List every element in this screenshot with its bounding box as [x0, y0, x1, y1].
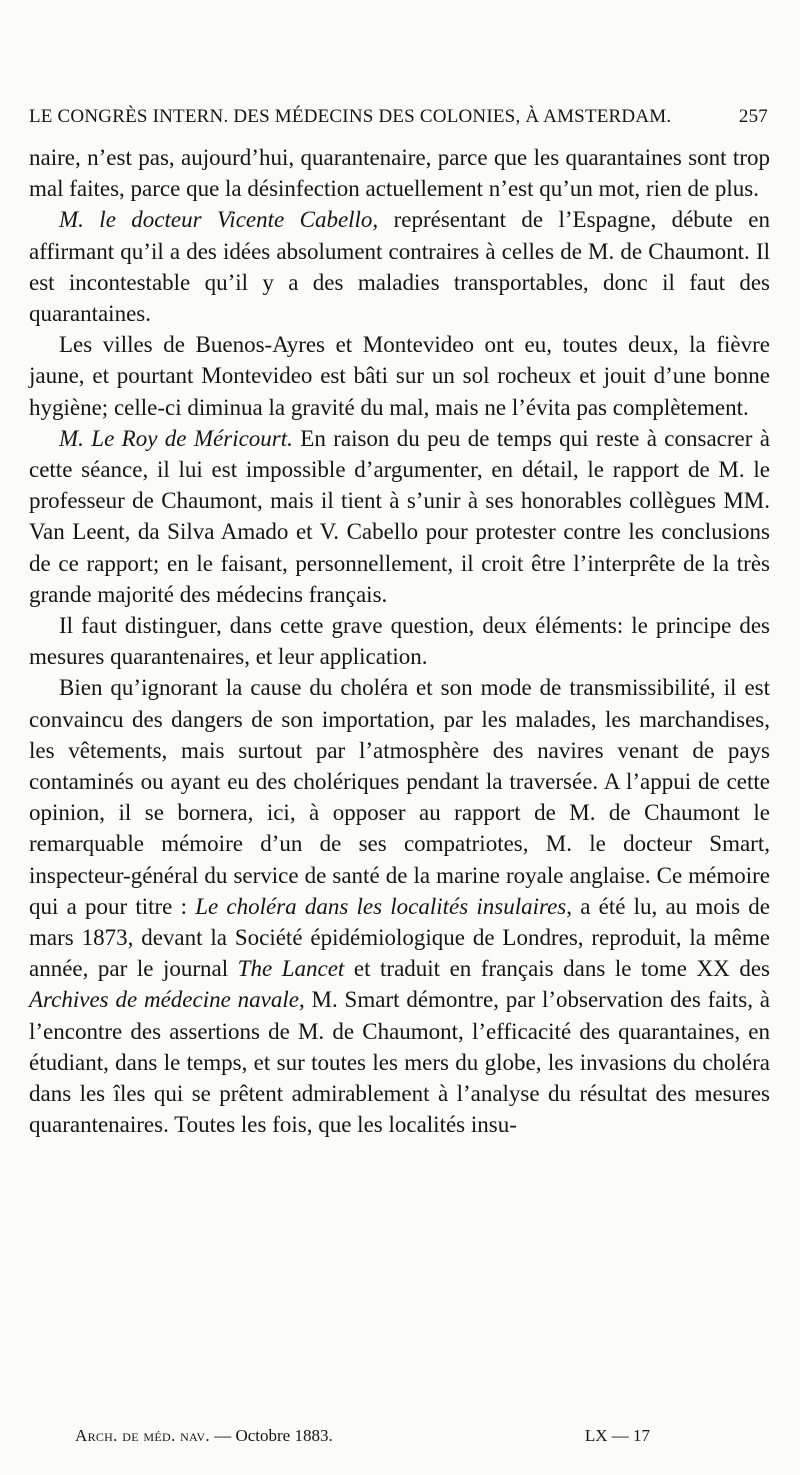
paragraph-text: , M. Smart démontre, par l’observation des faits, à l’encontre des assertions de M. de Chaumont, l’efficacité des quarantaines, en étudiant, dans le temps, et sur toutes les mers du globe, les invasions du choléra dans les îles qui se prêtent admirablement à l’analyse du résultat des mesures quarantenaires. Toutes les fois, que les localités insu-	[29, 987, 771, 1138]
paragraph-text: représentant de l’Espagne, débute en affirmant qu’il a des idées absolument contraires à celles de M. de Chaumont. Il est incontestable qu’il y a des maladies transportables, donc il faut des quarantaines.	[29, 207, 770, 327]
cited-journal: Archives de médecine navale	[29, 987, 299, 1013]
page-footer	[75, 1426, 650, 1446]
running-title: LE CONGRÈS INTERN. DES MÉDECINS DES COLONIES, À AMSTERDAM.	[29, 106, 672, 127]
paragraph-distinguer: Il faut distinguer, dans cette grave question, deux éléments: le principe des mesures quarantenaires, et leur application.	[29, 613, 770, 670]
paragraph-le-roy	[29, 423, 770, 610]
footer-journal: Arch. de méd. nav.	[75, 1426, 210, 1445]
cited-journal: The Lancet	[237, 956, 345, 982]
speaker-name: M. Le Roy de Méricourt.	[59, 425, 293, 451]
paragraph-buenos-ayres: Les villes de Buenos-Ayres et Montevideo ont eu, toutes deux, la fièvre jaune, et pourtant Montevideo est bâti sur un sol rocheux et jouit d’une bonne hygiène; celle-ci diminua la gravité du mal, mais ne l’évita pas complètement.	[29, 332, 770, 420]
paragraph-smart	[29, 672, 770, 1140]
footer-citation	[75, 1426, 333, 1446]
speaker-name: M. le docteur Vicente Cabello,	[59, 207, 379, 233]
page-header	[29, 106, 768, 128]
page-number: 257	[738, 106, 768, 127]
footer-signature: LX — 17	[584, 1426, 650, 1445]
body-text	[29, 142, 770, 1141]
paragraph-text: En raison du peu de temps qui reste à consacrer à cette séance, il lui est impossible d’argumenter, en détail, le rapport de M. le professeur de Chaumont, mais il tient à s’unir à ses honorables collègues MM. Van Leent, da Silva Amado et V. Cabello pour protester contre les conclusions de ce rapport; en le faisant, personnellement, il croit être l’interprête de la très grande majorité des médecins français.	[29, 425, 770, 607]
paragraph-text: et traduit en français dans le tome XX des	[344, 956, 770, 982]
paragraph-text: , a été lu, au mois de mars 1873, devant la Société épidémiologique de Londres, reproduit, la même année, par le journal	[29, 893, 770, 982]
cited-title: Le choléra dans les localités insulaires	[195, 893, 567, 919]
footer-date: — Octobre 1883.	[214, 1426, 333, 1445]
paragraph-text: Bien qu’ignorant la cause du choléra et son mode de transmissibilité, il est convaincu des dangers de son importation, par les malades, les marchandises, les vêtements, mais surtout par l’atmosphère des navires venant de pays contaminés ou ayant eu des cholériques pendant la traversée. A l’appui de cette opinion, il se bornera, ici, à opposer au rapport de M. de Chaumont le remarquable mémoire d’un de ses compatriotes, M. le docteur Smart, inspecteur-général du service de santé de la marine royale anglaise. Ce mémoire qui a pour titre :	[29, 675, 770, 919]
paragraph-continuation: naire, n’est pas, aujourd’hui, quarantenaire, parce que les quarantaines sont trop mal faites, parce que la désinfection actuellement n’est qu’un mot, rien de plus.	[29, 145, 770, 202]
paragraph-cabello	[29, 204, 770, 329]
